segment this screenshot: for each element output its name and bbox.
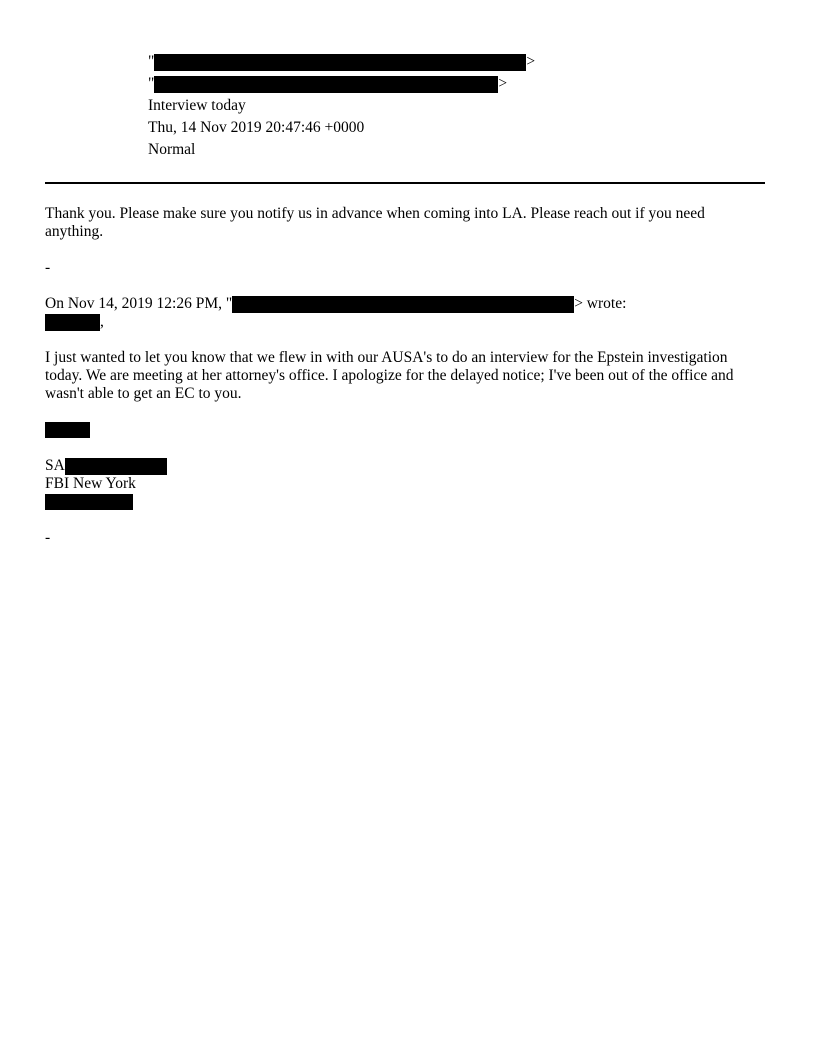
to-redaction [154,76,498,93]
greeting [45,313,104,331]
separator-2: - [45,529,51,546]
separator-1: - [45,259,51,276]
greeting-suffix: , [100,313,104,330]
quote-intro [45,295,626,313]
sender-name-redaction [45,422,90,438]
date-value: Thu, 14 Nov 2019 20:47:46 +0000 [148,119,365,136]
from-quote: " [148,53,155,70]
quoted-text: I just wanted to let you know that we flew in with our AUSA's to do an interview for the Epstein investigation today. We are meeting at her attorney's office. I apologize for the delayed notice; I've been out of the office and wasn't able to get an EC to you. [45,349,734,402]
importance-value: Normal [148,141,196,158]
quote-sender-redaction [232,296,574,313]
header-divider [45,182,765,184]
to-value [148,74,507,94]
signature-prefix: SA [45,457,65,474]
signature-line [45,457,167,475]
quote-intro-suffix: > wrote: [574,295,627,312]
subject-value: Interview today [148,97,246,114]
from-suffix: > [526,53,536,70]
signature-name-redaction [65,458,167,475]
to-suffix: > [498,75,508,92]
quote-intro-prefix: On Nov 14, 2019 12:26 PM, " [45,295,233,312]
reply-text: Thank you. Please make sure you notify us in advance when coming into LA. Please reach out if you need anything. [45,205,705,240]
signature-office: FBI New York [45,475,136,492]
from-redaction [154,54,526,71]
to-quote: " [148,75,155,92]
signature-contact-redaction [45,494,133,510]
from-value [148,52,535,72]
greeting-redaction [45,314,100,331]
